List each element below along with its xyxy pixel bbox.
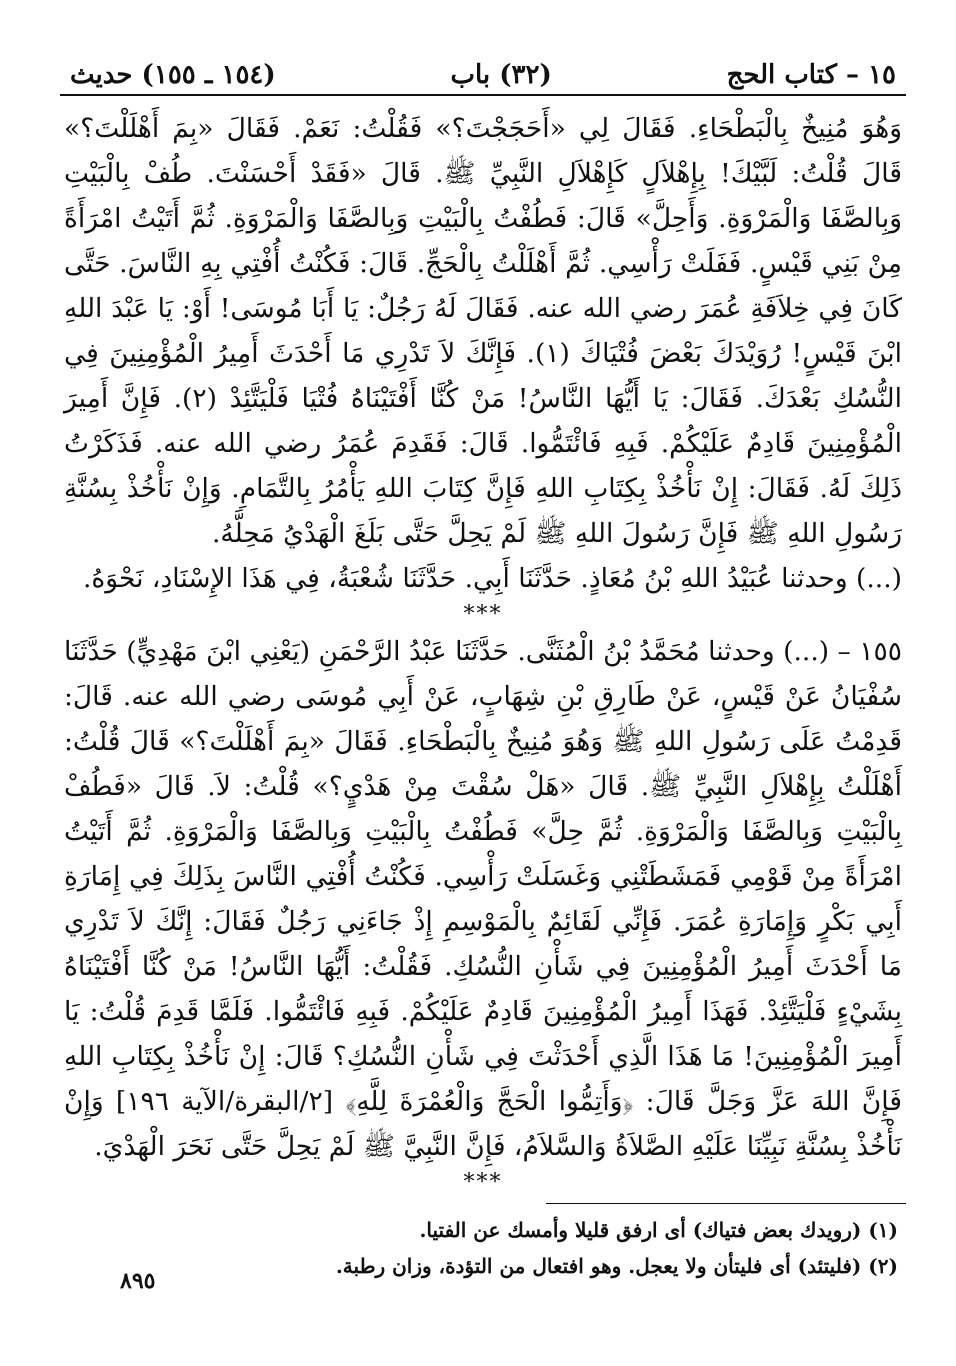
main-text (60, 106, 906, 1197)
footnotes (60, 1212, 906, 1284)
page-header (60, 60, 906, 94)
footnote-1: (١) (رويدك بعض فتياك) أى ارفق قليلا وأمسك عن الفتيا. (419, 1218, 898, 1242)
header-bab: (٣٢) باب (450, 60, 552, 90)
footnote-2: (٢) (فليتئد) أى فليتأن ولا يعجل. وهو افتعال من التؤدة، وزان رطبة. (335, 1254, 898, 1278)
header-chapter: ١٥ – كتاب الحج (726, 60, 896, 90)
paragraph-hadith-155: ١٥٥ – (...) وحدثنا مُحَمَّدُ بْنُ الْمُثَنَّى. حَدَّثَنَا عَبْدُ الرَّحْمَنِ (يَعْنِي ابْنَ مَهْدِيٍّ) حَدَّثَنَا سُفْيَانُ عَنْ قَيْسٍ، عَنْ طَارِقِ بْنِ شِهَابٍ، عَنْ أَبِي مُوسَى رضي الله عنه. قَالَ: قَدِمْتُ عَلَى رَسُولِ اللهِ ﷺ وَهُوَ مُنِيخٌ بِالْبَطْحَاءِ. فَقَالَ «بِمَ أَهْلَلْتَ؟» قَالَ قُلْتُ: أَهْلَلْتُ بِإِهْلاَلِ النَّبِيِّ ﷺ. قَالَ «هَلْ سُقْتَ مِنْ هَدْيٍ؟» قُلْتُ: لاَ. قَالَ «فَطُفْ بِالْبَيْتِ وَبِالصَّفَا وَالْمَرْوَةِ. ثُمَّ حِلَّ» فَطُفْتُ بِالْبَيْتِ وَبِالصَّفَا وَالْمَرْوَةِ. ثُمَّ أَتَيْتُ امْرَأَةً مِنْ قَوْمِي فَمَشَطَتْنِي وَغَسَلَتْ رَأْسِي. فَكُنْتُ أُفْتِي النَّاسَ بِذَلِكَ فِي إِمَارَةِ أَبِي بَكْرٍ وَإِمَارَةِ عُمَرَ. فَإِنِّي لَقَائِمٌ بِالْمَوْسِمِ إِذْ جَاءَنِي رَجُلٌ فَقَالَ: إِنَّكَ لاَ تَدْرِي مَا أَحْدَثَ أَمِيرُ الْمُؤْمِنِينَ فِي شَأْنِ النُّسُكِ. فَقُلْتُ: أَيُّهَا النَّاسُ! مَنْ كُنَّا أَفْتَيْنَاهُ بِشَيْءٍ فَلْيَتَّئِدْ. فَهَذَا أَمِيرُ الْمُؤْمِنِينَ قَادِمٌ عَلَيْكُمْ. فَبِهِ فَائْتَمُّوا. فَلَمَّا قَدِمَ قُلْتُ: يَا أَمِيرَ الْمُؤْمِنِينَ! مَا هَذَا الَّذِي أَحْدَثْتَ فِي شَأْنِ النُّسُكِ؟ قَالَ: إِنْ نَأْخُذْ بِكِتَابِ اللهِ فَإِنَّ اللهَ عَزَّ وَجَلَّ قَالَ: ﴿وَأَتِمُّوا الْحَجَّ وَالْعُمْرَةَ لِلَّهِ﴾ [٢/البقرة/الآية ١٩٦] وَإِنْ نَأْخُذْ بِسُنَّةِ نَبِيِّنَا عَلَيْهِ الصَّلاَةُ وَالسَّلاَمُ، فَإِنَّ النَّبِيَّ ﷺ لَمْ يَحِلَّ حَتَّى نَحَرَ الْهَدْيَ. (64, 636, 902, 1162)
paragraph-hadith-154-continued: وَهُوَ مُنِيخٌ بِالْبَطْحَاءِ. فَقَالَ لِي «أَحَجَجْتَ؟» فَقُلْتُ: نَعَمْ. فَقَالَ «بِمَ أَهْلَلْتَ؟» قَالَ قُلْتُ: لَبَّيْكَ! بِإِهْلاَلٍ كَإِهْلاَلِ النَّبِيِّ ﷺ. قَالَ «فَقَدْ أَحْسَنْتَ. طُفْ بِالْبَيْتِ وَبِالصَّفَا وَالْمَرْوَةِ. وَأَحِلَّ» قَالَ: فَطُفْتُ بِالْبَيْتِ وَبِالصَّفَا وَالْمَرْوَةِ. ثُمَّ أَتَيْتُ امْرَأَةً مِنْ بَنِي قَيْسٍ. فَفَلَتْ رَأْسِي. ثُمَّ أَهْلَلْتُ بِالْحَجِّ. قَالَ: فَكُنْتُ أُفْتِي بِهِ النَّاسَ. حَتَّى كَانَ فِي خِلاَفَةِ عُمَرَ رضي الله عنه. فَقَالَ لَهُ رَجُلٌ: يَا أَبَا مُوسَى! أَوْ: يَا عَبْدَ اللهِ ابْنَ قَيْسٍ! رُوَيْدَكَ بَعْضَ فُتْيَاكَ (١). فَإِنَّكَ لاَ تَدْرِي مَا أَحْدَثَ أَمِيرُ الْمُؤْمِنِينَ فِي النُّسُكِ بَعْدَكَ. فَقَالَ: يَا أَيُّهَا النَّاسُ! مَنْ كُنَّا أَفْتَيْنَاهُ فُتْيَا فَلْيَتَّئِدْ (٢). فَإِنَّ أَمِيرَ الْمُؤْمِنِينَ قَادِمٌ عَلَيْكُمْ. فَبِهِ فَائْتَمُّوا. قَالَ: فَقَدِمَ عُمَرُ رضي الله عنه. فَذَكَرْتُ ذَلِكَ لَهُ. فَقَالَ: إِنْ نَأْخُذْ بِكِتَابِ اللهِ فَإِنَّ كِتَابَ اللهِ يَأْمُرُ بِالتَّمَامِ. وَإِنْ نَأْخُذْ بِسُنَّةِ رَسُولِ اللهِ ﷺ فَإِنَّ رَسُولَ اللهِ ﷺ لَمْ يَحِلَّ حَتَّى بَلَغَ الْهَدْيُ مَحِلَّهُ. (64, 113, 903, 549)
footnote-divider (546, 1203, 906, 1204)
section-separator: *** (463, 1170, 503, 1195)
section-separator: *** (463, 602, 503, 627)
page (60, 60, 906, 1284)
paragraph-isnad: (...) وحدثنا عُبَيْدُ اللهِ بْنُ مُعَاذٍ. حَدَّثَنَا أَبِي. حَدَّثَنَا شُعْبَةُ، فِي هَذَا الإِسْنَادِ، نَحْوَهُ. (82, 563, 902, 594)
header-hadith-range: (١٥٤ ـ ١٥٥) حديث (70, 60, 276, 90)
page-number: ٨٩٥ (120, 1268, 156, 1294)
header-divider (60, 94, 906, 96)
